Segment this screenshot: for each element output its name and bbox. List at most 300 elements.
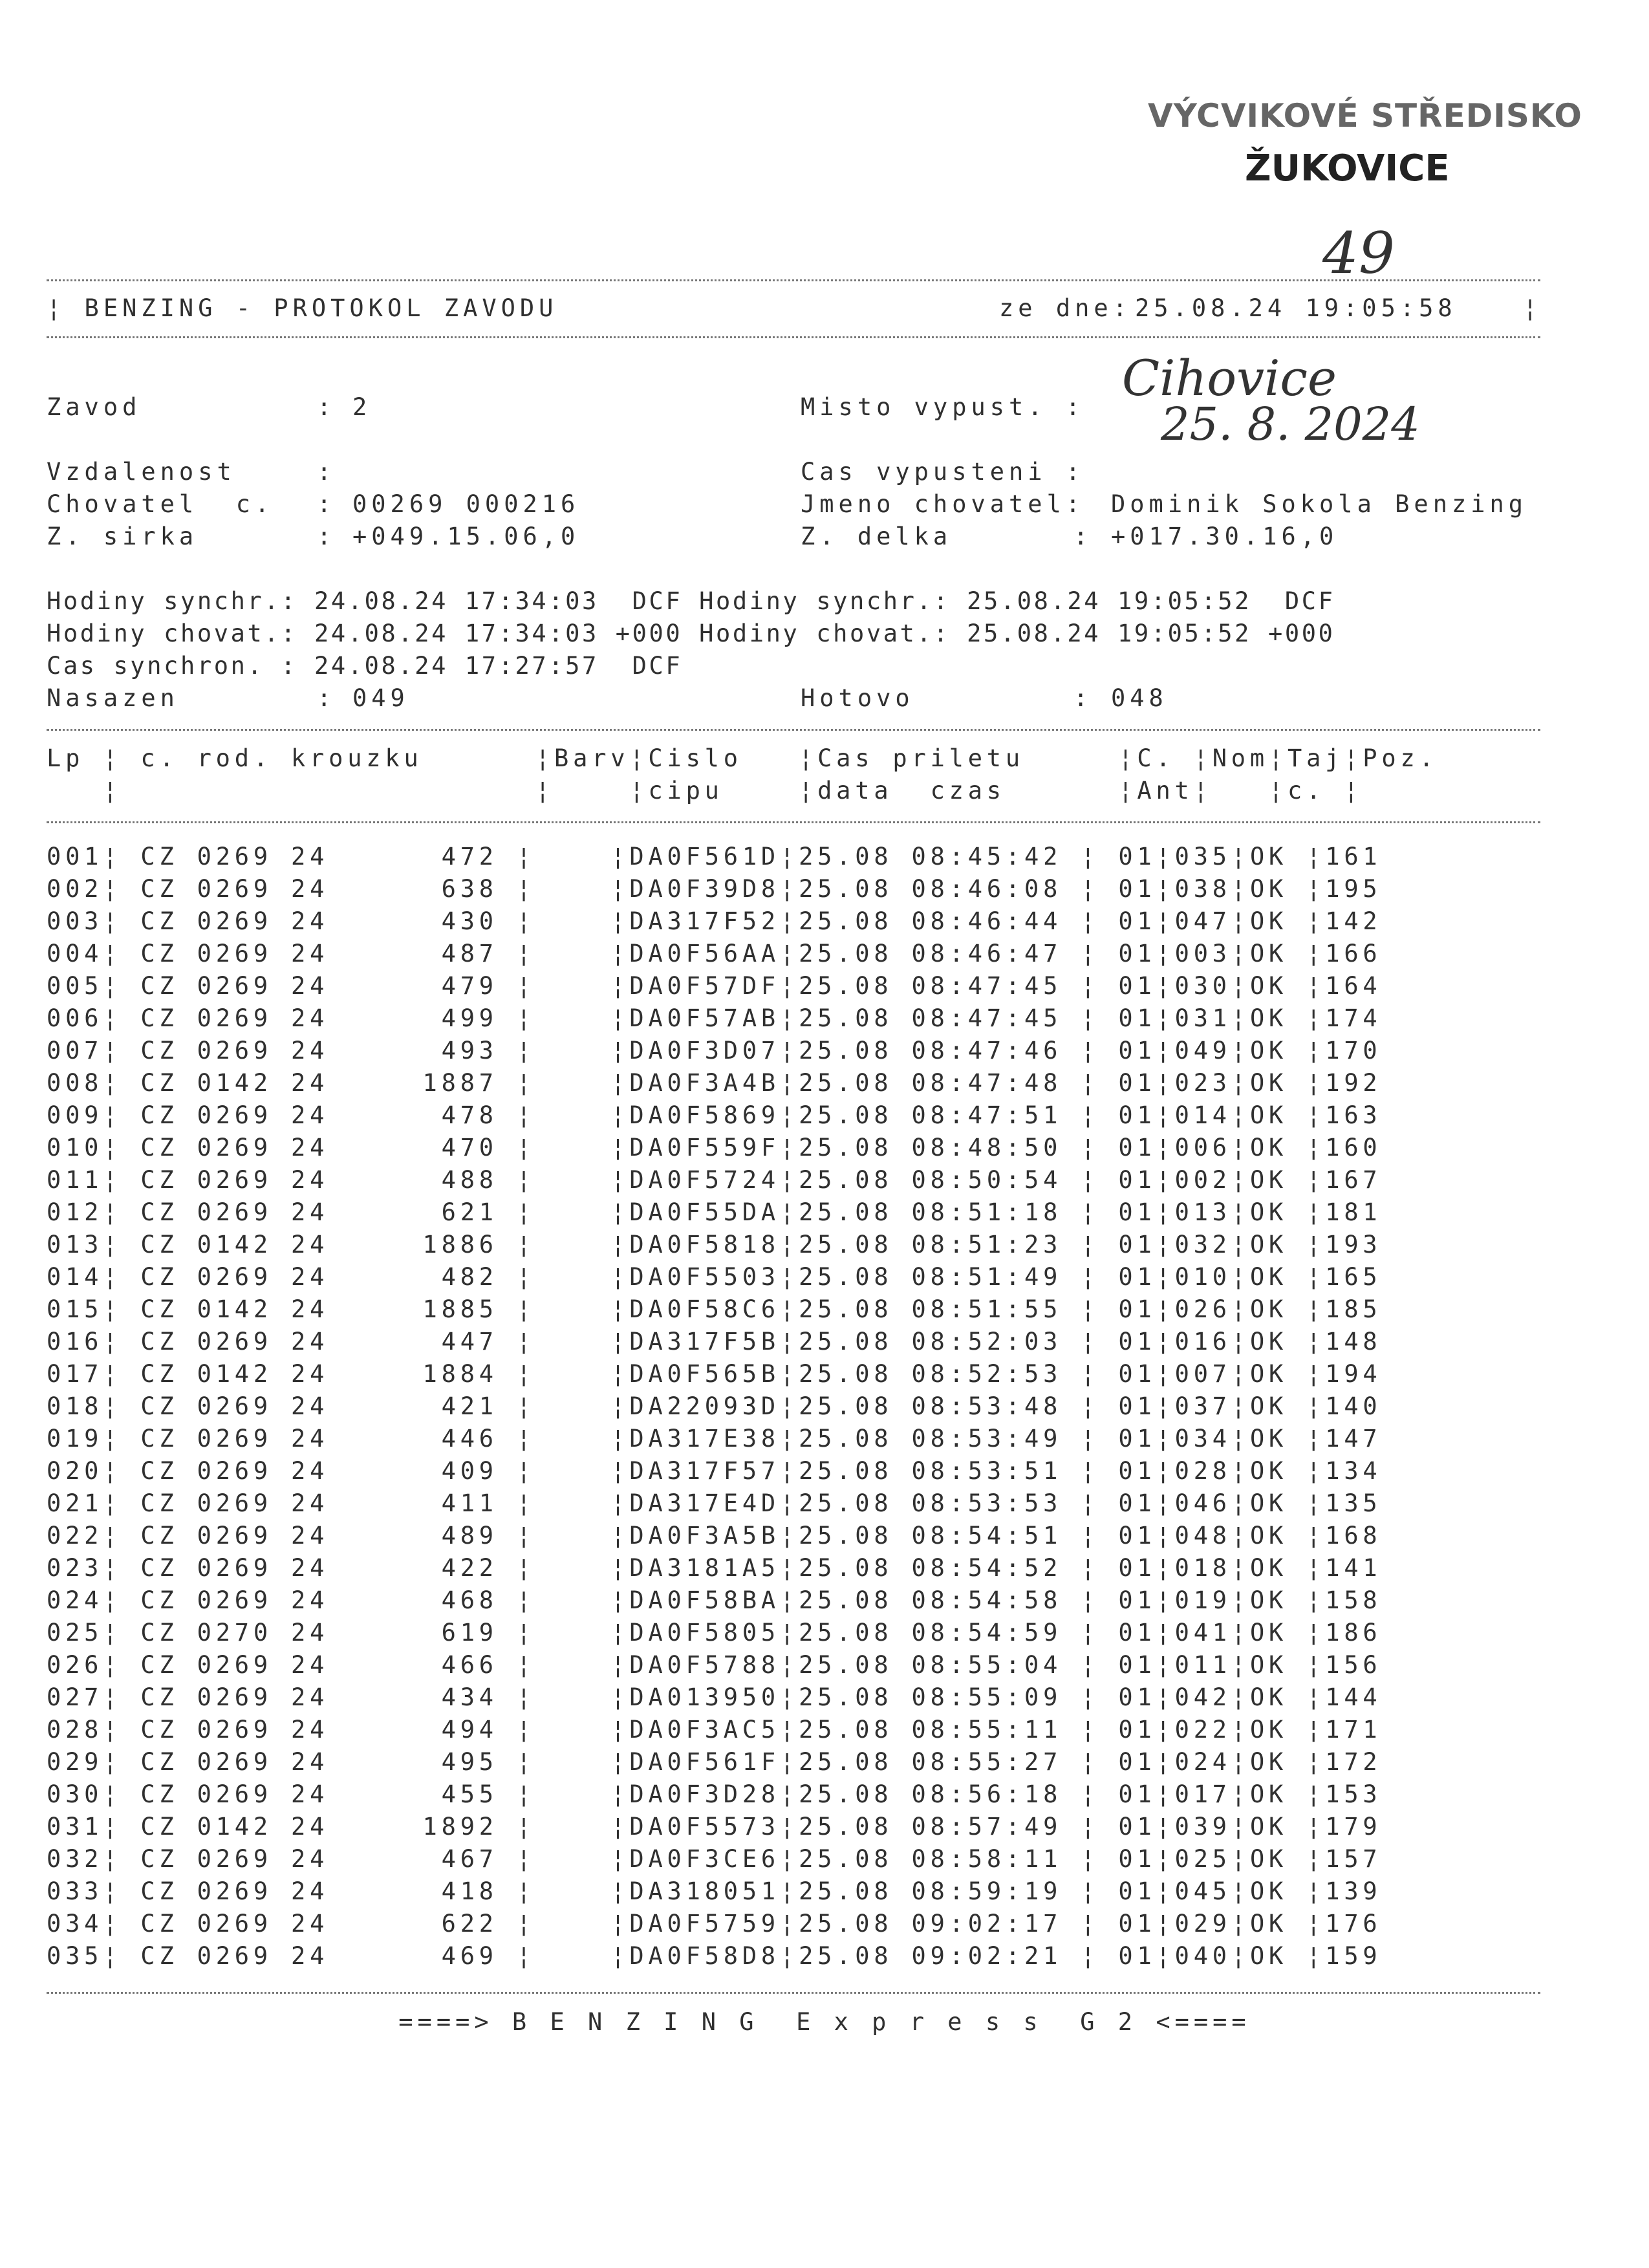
row-lp: 028	[47, 1716, 103, 1744]
row-org: 0269	[197, 1101, 292, 1129]
column-separator: ¦	[103, 843, 141, 870]
row-nom: 018	[1174, 1554, 1231, 1582]
row-lp: 016	[47, 1328, 103, 1355]
row-lp: 009	[47, 1101, 103, 1129]
row-country: CZ	[140, 1845, 197, 1873]
hotovo-value: 048	[1111, 684, 1168, 712]
row-lp: 018	[47, 1392, 103, 1420]
column-separator: ¦	[103, 1910, 141, 1938]
row-lp: 027	[47, 1683, 103, 1711]
row-country: CZ	[140, 1489, 197, 1517]
column-separator: ¦	[103, 940, 141, 967]
row-year: 24	[291, 1101, 329, 1129]
column-separator: ¦	[1306, 875, 1326, 903]
column-separator: ¦	[780, 1425, 799, 1453]
column-separator: ¦	[780, 940, 799, 967]
column-separator: ¦	[1306, 940, 1326, 967]
row-taj: OK	[1249, 1425, 1307, 1453]
column-separator: ¦	[1062, 1134, 1119, 1161]
column-separator: ¦ ¦	[497, 1166, 630, 1194]
row-nom: 016	[1174, 1328, 1231, 1355]
column-separator: ¦	[103, 1295, 141, 1323]
row-nom: 042	[1174, 1683, 1231, 1711]
table-row	[47, 1940, 1381, 1972]
table-header-line-2: ¦ ¦ ¦cipu ¦data czas ¦Ant¦ ¦c. ¦	[47, 777, 1363, 805]
column-separator: ¦ ¦	[497, 1069, 630, 1097]
row-taj: OK	[1249, 1360, 1307, 1388]
row-time: 08:54:58	[911, 1586, 1062, 1614]
row-taj: OK	[1249, 1392, 1307, 1420]
row-taj: OK	[1249, 1813, 1307, 1841]
column-separator: ¦	[1156, 843, 1175, 870]
column-separator: ¦	[103, 1554, 141, 1582]
chovatel-label: Chovatel c.	[47, 490, 274, 518]
column-separator: ¦	[780, 1392, 799, 1420]
row-time: 08:54:52	[911, 1554, 1062, 1582]
row-lp: 025	[47, 1619, 103, 1647]
row-taj: OK	[1249, 1263, 1307, 1291]
row-ring-number: 469	[329, 1942, 498, 1970]
row-poz: 159	[1325, 1942, 1382, 1970]
row-year: 24	[291, 1619, 329, 1647]
row-poz: 161	[1325, 843, 1382, 870]
row-chip: DA0F3AC5	[629, 1716, 780, 1744]
column-separator: ¦	[1231, 1554, 1250, 1582]
row-org: 0269	[197, 1942, 292, 1970]
row-date: 25.08	[799, 1004, 912, 1032]
column-separator: ¦	[1156, 1166, 1175, 1194]
row-nom: 028	[1174, 1457, 1231, 1485]
row-poz: 144	[1325, 1683, 1382, 1711]
row-country: CZ	[140, 907, 197, 935]
row-org: 0269	[197, 1780, 292, 1808]
column-separator: ¦	[780, 1134, 799, 1161]
row-ring-number: 418	[329, 1877, 498, 1905]
row-ring-number: 470	[329, 1134, 498, 1161]
table-row	[47, 1552, 1381, 1584]
row-chip: DA318051	[629, 1877, 780, 1905]
row-country: CZ	[140, 1037, 197, 1064]
row-ring-number: 430	[329, 907, 498, 935]
column-separator: ¦	[1062, 1619, 1119, 1647]
column-separator: ¦	[780, 1780, 799, 1808]
column-separator: ¦	[1306, 1198, 1326, 1226]
table-header-line-1: Lp ¦ c. rod. krouzku ¦Barv¦Cislo ¦Cas priletu ¦C. ¦Nom¦Taj¦Poz.	[47, 744, 1438, 772]
row-ring-number: 621	[329, 1198, 498, 1226]
column-separator: ¦	[1156, 1004, 1175, 1032]
row-ant: 01	[1118, 1716, 1156, 1744]
bottom-rule	[47, 1992, 1540, 1994]
column-separator: ¦	[1156, 907, 1175, 935]
row-org: 0269	[197, 972, 292, 1000]
column-separator: ¦	[103, 1037, 141, 1064]
row-ring-number: 1884	[329, 1360, 498, 1388]
row-nom: 002	[1174, 1166, 1231, 1194]
row-taj: OK	[1249, 940, 1307, 967]
row-org: 0269	[197, 1037, 292, 1064]
row-ring-number: 411	[329, 1489, 498, 1517]
row-date: 25.08	[799, 1522, 912, 1550]
row-date: 25.08	[799, 1619, 912, 1647]
row-poz: 160	[1325, 1134, 1382, 1161]
column-separator: ¦	[780, 1263, 799, 1291]
row-org: 0269	[197, 1845, 292, 1873]
column-separator: ¦	[1231, 1295, 1250, 1323]
row-lp: 026	[47, 1651, 103, 1679]
row-time: 08:51:49	[911, 1263, 1062, 1291]
row-year: 24	[291, 1683, 329, 1711]
row-poz: 142	[1325, 907, 1382, 935]
column-separator: ¦ ¦	[497, 1263, 630, 1291]
row-ring-number: 479	[329, 972, 498, 1000]
row-ant: 01	[1118, 1554, 1156, 1582]
row-country: CZ	[140, 1231, 197, 1258]
row-ant: 01	[1118, 1231, 1156, 1258]
row-time: 08:57:49	[911, 1813, 1062, 1841]
row-lp: 005	[47, 972, 103, 1000]
row-nom: 040	[1174, 1942, 1231, 1970]
row-poz: 153	[1325, 1780, 1382, 1808]
row-country: CZ	[140, 1716, 197, 1744]
row-date: 25.08	[799, 1716, 912, 1744]
column-separator: ¦ ¦	[497, 1942, 630, 1970]
column-separator: ¦	[1231, 1069, 1250, 1097]
row-taj: OK	[1249, 1683, 1307, 1711]
row-ring-number: 446	[329, 1425, 498, 1453]
row-poz: 167	[1325, 1166, 1382, 1194]
column-separator: ¦	[1306, 1522, 1326, 1550]
column-separator: ¦ ¦	[497, 1328, 630, 1355]
row-chip: DA0F5503	[629, 1263, 780, 1291]
row-ring-number: 1887	[329, 1069, 498, 1097]
row-date: 25.08	[799, 1489, 912, 1517]
row-taj: OK	[1249, 1134, 1307, 1161]
column-separator: ¦	[780, 1522, 799, 1550]
row-chip: DA0F3D28	[629, 1780, 780, 1808]
row-date: 25.08	[799, 1651, 912, 1679]
row-chip: DA0F3D07	[629, 1037, 780, 1064]
row-taj: OK	[1249, 1295, 1307, 1323]
delka-sep: :	[1073, 523, 1093, 550]
column-separator: ¦	[1231, 1037, 1250, 1064]
row-nom: 035	[1174, 843, 1231, 870]
column-separator: ¦	[103, 1522, 141, 1550]
row-org: 0269	[197, 1004, 292, 1032]
column-separator: ¦	[780, 1489, 799, 1517]
column-separator: ¦	[1306, 1586, 1326, 1614]
row-ant: 01	[1118, 1166, 1156, 1194]
column-separator: ¦	[1062, 940, 1119, 967]
row-nom: 034	[1174, 1425, 1231, 1453]
row-taj: OK	[1249, 1069, 1307, 1097]
table-row	[47, 1229, 1381, 1261]
column-separator: ¦	[1306, 1877, 1326, 1905]
column-separator: ¦	[103, 907, 141, 935]
column-separator: ¦	[1062, 1780, 1119, 1808]
row-poz: 194	[1325, 1360, 1382, 1388]
row-year: 24	[291, 1716, 329, 1744]
jmeno-label: Jmeno chovatel:	[801, 490, 1085, 518]
column-separator: ¦	[1306, 1004, 1326, 1032]
column-separator: ¦	[103, 1457, 141, 1485]
row-time: 08:56:18	[911, 1780, 1062, 1808]
column-separator: ¦	[780, 1101, 799, 1129]
handwritten-date: 25. 8. 2024	[1161, 398, 1420, 451]
row-year: 24	[291, 1910, 329, 1938]
misto-label: Misto vypust. :	[801, 393, 1085, 421]
row-org: 0269	[197, 1877, 292, 1905]
row-poz: 185	[1325, 1295, 1382, 1323]
row-lp: 008	[47, 1069, 103, 1097]
row-org: 0269	[197, 1683, 292, 1711]
row-poz: 158	[1325, 1586, 1382, 1614]
row-org: 0269	[197, 907, 292, 935]
table-header-rule	[47, 821, 1540, 823]
column-separator: ¦	[1156, 1942, 1175, 1970]
row-org: 0142	[197, 1295, 292, 1323]
column-separator: ¦	[1231, 1166, 1250, 1194]
column-separator: ¦	[1306, 907, 1326, 935]
column-separator: ¦	[780, 1716, 799, 1744]
column-separator: ¦ ¦	[497, 1910, 630, 1938]
column-separator: ¦	[1231, 1942, 1250, 1970]
row-ant: 01	[1118, 1780, 1156, 1808]
row-year: 24	[291, 1037, 329, 1064]
row-chip: DA0F5573	[629, 1813, 780, 1841]
column-separator: ¦	[103, 1716, 141, 1744]
row-date: 25.08	[799, 1942, 912, 1970]
row-poz: 134	[1325, 1457, 1382, 1485]
column-separator: ¦	[1306, 1037, 1326, 1064]
column-separator: ¦	[103, 1748, 141, 1776]
row-taj: OK	[1249, 1942, 1307, 1970]
clock-line-2: Hodiny chovat.: 24.08.24 17:34:03 +000 Hodiny chovat.: 25.08.24 19:05:52 +000	[47, 620, 1335, 647]
row-taj: OK	[1249, 1619, 1307, 1647]
row-time: 08:53:49	[911, 1425, 1062, 1453]
row-country: CZ	[140, 1069, 197, 1097]
row-poz: 147	[1325, 1425, 1382, 1453]
row-year: 24	[291, 1166, 329, 1194]
column-separator: ¦	[1306, 1489, 1326, 1517]
row-time: 08:47:45	[911, 1004, 1062, 1032]
column-separator: ¦	[1156, 1489, 1175, 1517]
row-chip: DA0F5788	[629, 1651, 780, 1679]
row-nom: 014	[1174, 1101, 1231, 1129]
column-separator: ¦	[1231, 843, 1250, 870]
row-time: 08:51:23	[911, 1231, 1062, 1258]
row-country: CZ	[140, 1910, 197, 1938]
row-ring-number: 467	[329, 1845, 498, 1873]
table-row	[47, 970, 1381, 1002]
row-ant: 01	[1118, 1037, 1156, 1064]
column-separator: ¦	[1062, 1231, 1119, 1258]
row-org: 0270	[197, 1619, 292, 1647]
column-separator: ¦	[1231, 1457, 1250, 1485]
column-separator: ¦	[780, 1231, 799, 1258]
row-date: 25.08	[799, 1877, 912, 1905]
column-separator: ¦	[1156, 1101, 1175, 1129]
column-separator: ¦	[1062, 875, 1119, 903]
column-separator: ¦	[103, 1360, 141, 1388]
row-year: 24	[291, 1651, 329, 1679]
row-country: CZ	[140, 1425, 197, 1453]
row-nom: 030	[1174, 972, 1231, 1000]
row-org: 0269	[197, 1134, 292, 1161]
column-separator: ¦	[1231, 1716, 1250, 1744]
row-country: CZ	[140, 1457, 197, 1485]
column-separator: ¦	[1306, 1942, 1326, 1970]
row-year: 24	[291, 1360, 329, 1388]
table-row	[47, 1390, 1381, 1423]
column-separator: ¦ ¦	[497, 907, 630, 935]
column-separator: ¦ ¦	[497, 1716, 630, 1744]
column-separator: ¦	[1062, 1101, 1119, 1129]
column-separator: ¦	[780, 1328, 799, 1355]
column-separator: ¦	[1062, 1651, 1119, 1679]
row-country: CZ	[140, 940, 197, 967]
column-separator: ¦ ¦	[497, 1586, 630, 1614]
row-nom: 024	[1174, 1748, 1231, 1776]
row-year: 24	[291, 1069, 329, 1097]
row-poz: 170	[1325, 1037, 1382, 1064]
row-date: 25.08	[799, 1166, 912, 1194]
column-separator: ¦	[780, 1683, 799, 1711]
row-time: 08:53:53	[911, 1489, 1062, 1517]
column-separator: ¦	[780, 1942, 799, 1970]
column-separator: ¦	[1306, 1166, 1326, 1194]
row-time: 08:47:45	[911, 972, 1062, 1000]
row-chip: DA0F57AB	[629, 1004, 780, 1032]
row-date: 25.08	[799, 1813, 912, 1841]
row-country: CZ	[140, 1360, 197, 1388]
row-chip: DA013950	[629, 1683, 780, 1711]
row-org: 0269	[197, 1263, 292, 1291]
row-ring-number: 499	[329, 1004, 498, 1032]
row-date: 25.08	[799, 1295, 912, 1323]
row-country: CZ	[140, 1263, 197, 1291]
row-lp: 013	[47, 1231, 103, 1258]
column-separator: ¦	[780, 1910, 799, 1938]
row-poz: 148	[1325, 1328, 1382, 1355]
row-poz: 179	[1325, 1813, 1382, 1841]
row-date: 25.08	[799, 1392, 912, 1420]
column-separator: ¦	[1231, 1328, 1250, 1355]
column-separator: ¦	[1156, 1877, 1175, 1905]
row-chip: DA22093D	[629, 1392, 780, 1420]
column-separator: ¦	[1306, 1069, 1326, 1097]
row-chip: DA0F3A4B	[629, 1069, 780, 1097]
column-separator: ¦	[1231, 1231, 1250, 1258]
column-separator: ¦	[1062, 843, 1119, 870]
column-separator: ¦	[103, 1489, 141, 1517]
table-row	[47, 1132, 1381, 1164]
row-ring-number: 1892	[329, 1813, 498, 1841]
row-country: CZ	[140, 1942, 197, 1970]
header-rule	[47, 336, 1540, 338]
row-time: 08:46:47	[911, 940, 1062, 967]
row-taj: OK	[1249, 1231, 1307, 1258]
hotovo-sep: :	[1073, 684, 1093, 712]
row-ring-number: 468	[329, 1586, 498, 1614]
column-separator: ¦ ¦	[497, 1619, 630, 1647]
row-country: CZ	[140, 1554, 197, 1582]
column-separator: ¦	[1062, 1489, 1119, 1517]
column-separator: ¦	[780, 1813, 799, 1841]
row-ant: 01	[1118, 1683, 1156, 1711]
column-separator: ¦	[1231, 1392, 1250, 1420]
row-date: 25.08	[799, 1134, 912, 1161]
column-separator: ¦ ¦	[497, 875, 630, 903]
column-separator: ¦	[1306, 1910, 1326, 1938]
column-separator: ¦ ¦	[497, 1037, 630, 1064]
table-row	[47, 1067, 1381, 1099]
row-nom: 031	[1174, 1004, 1231, 1032]
column-separator: ¦	[103, 1845, 141, 1873]
row-nom: 032	[1174, 1231, 1231, 1258]
clock-line-1: Hodiny synchr.: 24.08.24 17:34:03 DCF Hodiny synchr.: 25.08.24 19:05:52 DCF	[47, 587, 1335, 615]
column-separator: ¦	[103, 1780, 141, 1808]
table-row	[47, 1843, 1381, 1875]
row-chip: DA0F3CE6	[629, 1845, 780, 1873]
row-date: 25.08	[799, 1910, 912, 1938]
row-year: 24	[291, 1295, 329, 1323]
column-separator: ¦	[103, 875, 141, 903]
table-row	[47, 1099, 1381, 1132]
row-org: 0269	[197, 1586, 292, 1614]
row-country: CZ	[140, 1586, 197, 1614]
row-org: 0269	[197, 1910, 292, 1938]
row-country: CZ	[140, 1166, 197, 1194]
column-separator: ¦ ¦	[497, 1392, 630, 1420]
column-separator: ¦	[103, 1231, 141, 1258]
column-separator: ¦	[1156, 1037, 1175, 1064]
row-ant: 01	[1118, 1748, 1156, 1776]
row-poz: 139	[1325, 1877, 1382, 1905]
stamp-line-2: ŽUKOVICE	[1245, 147, 1450, 189]
row-taj: OK	[1249, 1586, 1307, 1614]
column-separator: ¦	[1062, 1910, 1119, 1938]
table-row	[47, 1649, 1381, 1681]
column-separator: ¦	[103, 1813, 141, 1841]
stamp-line-1: VÝCVIKOVÉ STŘEDISKO	[1148, 97, 1582, 135]
row-chip: DA0F58D8	[629, 1942, 780, 1970]
column-separator: ¦	[1231, 1683, 1250, 1711]
row-taj: OK	[1249, 1748, 1307, 1776]
column-separator: ¦	[1156, 1813, 1175, 1841]
row-ant: 01	[1118, 907, 1156, 935]
row-time: 09:02:17	[911, 1910, 1062, 1938]
column-separator: ¦	[780, 1166, 799, 1194]
row-chip: DA0F561F	[629, 1748, 780, 1776]
column-separator: ¦ ¦	[497, 1004, 630, 1032]
column-separator: ¦	[103, 1198, 141, 1226]
row-poz: 171	[1325, 1716, 1382, 1744]
row-ring-number: 638	[329, 875, 498, 903]
row-lp: 030	[47, 1780, 103, 1808]
row-ant: 01	[1118, 1457, 1156, 1485]
row-nom: 047	[1174, 907, 1231, 935]
column-separator: ¦	[1306, 1295, 1326, 1323]
vzdalenost-sep: :	[317, 458, 336, 486]
row-ant: 01	[1118, 972, 1156, 1000]
column-separator: ¦	[1306, 1619, 1326, 1647]
row-lp: 002	[47, 875, 103, 903]
row-taj: OK	[1249, 1651, 1307, 1679]
table-row	[47, 905, 1381, 938]
row-nom: 011	[1174, 1651, 1231, 1679]
column-separator: ¦	[1156, 1360, 1175, 1388]
column-separator: ¦	[1062, 1069, 1119, 1097]
